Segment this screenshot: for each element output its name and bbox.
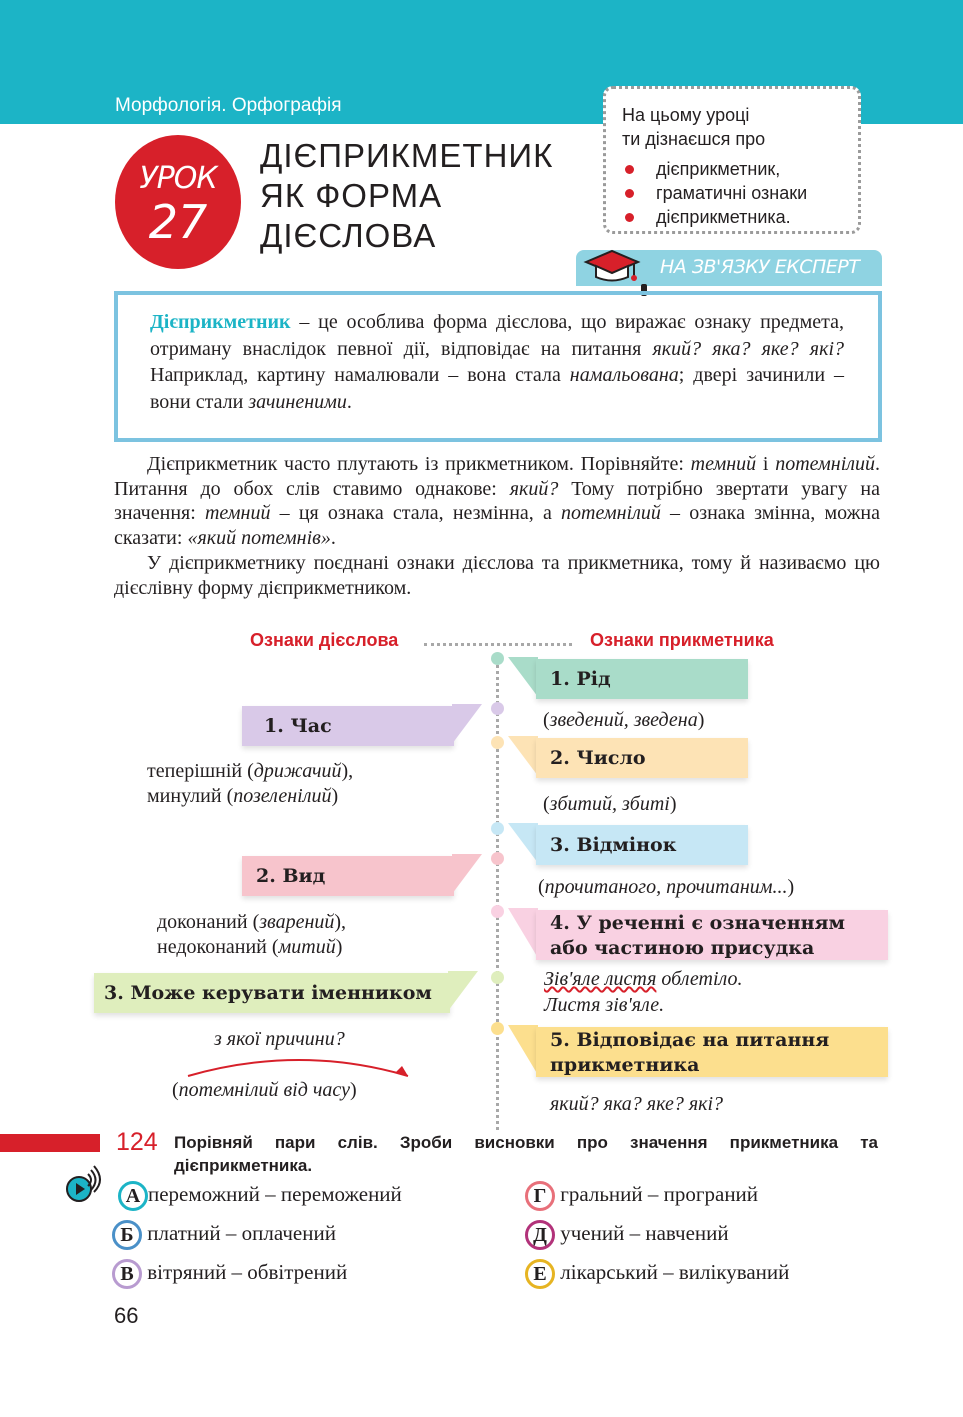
text: . Питання до обох слів ставимо однакове:	[114, 453, 880, 500]
text: )	[349, 1079, 357, 1101]
example-line: Листя зів'яле.	[544, 994, 665, 1016]
text-italic: дрижачий	[253, 760, 342, 782]
text: облетіло.	[656, 968, 743, 990]
adjective-feature-example	[538, 874, 794, 900]
goals-item: граматичні ознаки	[622, 181, 844, 205]
verb-features-header: Ознаки дієслова	[250, 630, 399, 650]
text: минулий (	[147, 785, 234, 807]
text-italic: потемнілий від часу	[178, 1079, 350, 1101]
adjective-feature-tag	[536, 659, 748, 699]
expert-tab	[576, 250, 882, 286]
option-letter: Г	[525, 1181, 555, 1211]
tag-label: 1. Рід	[550, 668, 611, 690]
tag-label: 2. Вид	[256, 865, 326, 887]
tag-label: 3. Може керувати іменником	[104, 982, 432, 1004]
lesson-title	[260, 136, 553, 256]
option-text: платний – оплачений	[147, 1221, 336, 1245]
text: і	[756, 453, 776, 475]
page-number: 66	[114, 1303, 139, 1328]
goals-intro: На цьому уроці	[622, 105, 750, 125]
sound-waves-icon	[78, 1162, 106, 1194]
tag-pointer	[452, 854, 482, 896]
adjective-feature-example	[543, 707, 704, 733]
task-marker-bar	[0, 1134, 100, 1152]
tag-pointer	[508, 1025, 538, 1077]
text: Дієприкметник часто плутають із прикметником. Порівняйте:	[147, 453, 691, 475]
text-italic: який?	[509, 477, 559, 500]
text: )	[669, 793, 677, 815]
text-italic: митий	[278, 936, 336, 958]
timeline-dot	[491, 702, 504, 715]
text-italic: потемнілий	[775, 453, 875, 475]
section-title: Морфологія. Орфографія	[115, 95, 342, 116]
option-letter: Е	[525, 1259, 555, 1289]
text-italic: зведений, зведена	[549, 709, 698, 731]
task-text: Порівняй пари слів. Зроби висновки про значення прикметника та дієприкметника.	[174, 1133, 878, 1175]
text: .	[330, 527, 336, 550]
timeline-dot	[491, 736, 504, 749]
timeline-dot	[491, 852, 504, 865]
adjective-feature-tag	[536, 825, 748, 865]
text: ),	[334, 911, 347, 933]
dotted-divider	[496, 660, 499, 1130]
goals-intro: ти дізнаєшся про	[622, 129, 766, 149]
option-letter: В	[112, 1259, 142, 1289]
timeline-dot	[491, 905, 504, 918]
example-line	[157, 910, 346, 935]
text-italic: «який потемнів»	[187, 527, 331, 550]
timeline-dot	[491, 1022, 504, 1035]
task-option	[112, 1257, 347, 1289]
definition-text: – це особлива форма дієслова, що виражає ознаку предмета, отриману внаслідок певної дії, відповідає на питання	[150, 311, 844, 360]
tag-label: прикметника	[550, 1054, 700, 1076]
lesson-word: УРОК	[139, 161, 217, 196]
verb-feature-tag	[242, 856, 454, 896]
arrow-icon	[180, 1050, 420, 1080]
text: (	[172, 1079, 179, 1101]
paragraph: У дієприкметнику поєднані ознаки дієслова та прикметника, тому й називаємо цю дієслівну форму дієприкметником.	[114, 551, 880, 599]
verb-feature-tag	[242, 706, 454, 746]
task-number: 124	[116, 1128, 158, 1156]
adjective-feature-tag	[536, 738, 748, 778]
option-text: учений – навчений	[560, 1221, 729, 1245]
title-line: ДІЄСЛОВА	[260, 217, 437, 254]
verb-feature-tag	[94, 973, 450, 1013]
option-letter: Б	[112, 1220, 142, 1250]
definition-text: Наприклад, картину намалювали – вона стала	[150, 364, 570, 386]
tag-label: 4. У реченні є означенням	[550, 912, 846, 934]
dotted-connector	[424, 643, 572, 646]
text-italic: темний	[690, 453, 757, 475]
graduation-cap-icon	[582, 246, 642, 292]
tag-pointer	[508, 823, 538, 865]
goals-list	[622, 157, 844, 229]
text: теперішній (	[147, 760, 254, 782]
adjective-feature-example	[544, 966, 743, 1018]
adjective-feature-example: який? яка? яке? які?	[550, 1093, 724, 1115]
lesson-number: 27	[148, 195, 208, 249]
paragraph	[114, 452, 880, 551]
text: доконаний (	[157, 911, 260, 933]
lesson-goals-box	[603, 86, 861, 234]
option-letter: А	[118, 1181, 148, 1211]
text-italic: зварений	[259, 911, 335, 933]
lesson-badge	[115, 135, 241, 269]
tag-label: 5. Відповідає на питання	[550, 1029, 830, 1051]
verb-feature-examples	[157, 910, 346, 960]
text-italic: позеленілий	[233, 785, 332, 807]
task-option	[118, 1179, 402, 1211]
definition-question: який? яка? яке? які?	[652, 337, 844, 360]
goals-item	[622, 205, 844, 229]
timeline-dot	[491, 652, 504, 665]
text: – ця ознака стала, незмінна, а	[270, 502, 562, 525]
government-example	[172, 1078, 357, 1103]
text-italic: темний	[204, 502, 271, 525]
tag-label: 1. Час	[264, 715, 332, 737]
definition-term: Дієприкметник	[150, 311, 291, 333]
title-line: ЯК ФОРМА	[260, 177, 443, 214]
goals-item: дієприкметник,	[622, 157, 844, 181]
adjective-feature-example	[543, 791, 677, 817]
text-italic: потемнілий	[561, 502, 661, 525]
text: Тому потрібно звертати увагу на значення:	[114, 477, 880, 525]
text: – ознака змінна, можна сказати:	[114, 502, 880, 550]
government-question: з якої причини?	[214, 1028, 345, 1050]
expert-label: НА ЗВ'ЯЗКУ ЕКСПЕРТ	[660, 256, 860, 278]
definition-box	[114, 291, 882, 442]
title-line: ДІЄПРИКМЕТНИК	[260, 137, 554, 174]
tag-pointer	[508, 736, 538, 778]
tag-pointer	[508, 657, 538, 699]
definition-text: ; двері зачинили – вони стали	[150, 364, 844, 413]
example-line	[147, 784, 353, 809]
timeline-dot	[491, 822, 504, 835]
option-text: лікарський – вилікуваний	[560, 1260, 790, 1284]
text: )	[787, 876, 795, 898]
text: )	[335, 936, 343, 958]
text: недоконаний (	[157, 936, 279, 958]
underlined-text: Зів'яле листя	[544, 968, 657, 990]
timeline-dot	[491, 971, 504, 984]
text: )	[331, 785, 339, 807]
task-option	[525, 1179, 758, 1211]
tag-pointer	[508, 908, 538, 960]
text: )	[697, 709, 705, 731]
definition-example: намальована	[569, 364, 679, 386]
definition-text: .	[346, 390, 352, 413]
adjective-feature-tag	[536, 1027, 888, 1077]
task-option	[525, 1257, 789, 1289]
option-text: гральний – програний	[560, 1182, 759, 1206]
tag-label: 2. Число	[550, 747, 646, 769]
option-letter: Д	[525, 1220, 555, 1250]
definition-example: зачиненими	[248, 390, 347, 413]
adjective-feature-tag	[536, 910, 888, 960]
example-line	[157, 935, 346, 960]
text: (	[538, 876, 545, 898]
text: (	[543, 793, 550, 815]
task-option	[525, 1218, 729, 1250]
text: (	[543, 709, 550, 731]
text: ),	[341, 760, 354, 782]
option-text: переможний – переможений	[148, 1182, 402, 1206]
option-text: вітряний – обвітрений	[147, 1260, 348, 1284]
task-option	[112, 1218, 336, 1250]
verb-feature-examples	[147, 759, 353, 809]
example-line	[544, 966, 743, 992]
text-italic: прочитаного, прочитаним...	[544, 876, 788, 898]
tag-pointer	[448, 971, 478, 1013]
body-text	[114, 452, 880, 600]
example-line	[147, 759, 353, 784]
tag-label: 3. Відмінок	[550, 834, 677, 856]
adjective-features-header: Ознаки прикметника	[590, 630, 774, 650]
text-italic: збитий, збиті	[549, 793, 670, 815]
tag-label: або частиною присудка	[550, 937, 815, 959]
goals-item-text: дієприкметника.	[656, 207, 791, 227]
tag-pointer	[452, 704, 482, 746]
